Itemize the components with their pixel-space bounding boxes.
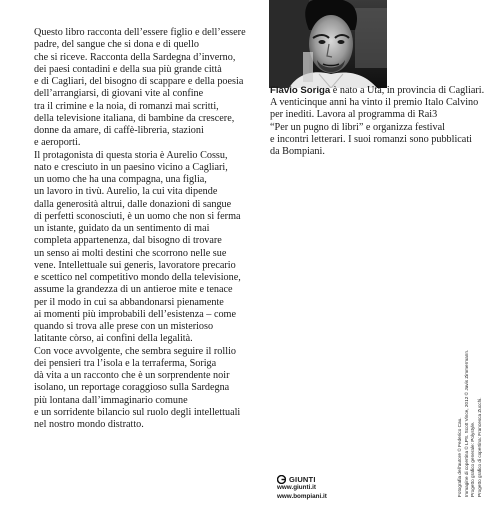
author-bio — [270, 85, 485, 158]
synopsis-line: di perfetti sconosciuti, è un uomo che non si ferma — [34, 210, 241, 222]
publisher-url[interactable]: www.bompiani.it — [277, 492, 327, 500]
synopsis-line: un lavoro in tivù. Aurelio, la cui vita dipende — [34, 186, 218, 198]
synopsis-line: e di Cagliari, del bisogno di scappare e della poesia — [34, 76, 244, 87]
synopsis-line: padre, del sangue che si dona e di quello — [34, 39, 199, 51]
credit-line: Progetto grafico di copertina: Francesca Zucchi. — [476, 397, 482, 497]
synopsis-line: e scettico nel competitivo mondo della televisione, — [34, 272, 241, 283]
bio-line: da Bompiani. — [270, 146, 325, 158]
synopsis-line: per il modo in cui sa abbandonarsi pienamente — [34, 296, 224, 308]
credit-line: Fotografia dell’autore © Federico Cau. — [457, 417, 462, 497]
synopsis-line: e aeroporti. — [34, 137, 81, 149]
bio-line: A venticinque anni ha vinto il premio Italo Calvino — [270, 97, 479, 109]
synopsis-line: tra il crimine e la noia, di romanzi mai scritti, — [34, 100, 219, 112]
bio-line: è nato a Uta, in provincia di Cagliari. — [330, 85, 485, 96]
author-name: Flavio Soriga — [270, 85, 331, 96]
synopsis-line: donne da amare, di caffè-libreria, stazioni — [34, 125, 204, 136]
synopsis-line: isolano, un reportage coraggioso sulla Sardegna — [34, 382, 230, 394]
synopsis-line: latitante còrso, ai confini della legalità. — [34, 333, 193, 345]
synopsis-line: dà vita a un racconto che è un sorprendente noir — [34, 370, 230, 381]
publisher-block — [277, 475, 327, 501]
synopsis-line: Il protagonista di questa storia è Aurelio Cossu, — [34, 149, 228, 161]
synopsis-line: dell’arrangiarsi, di giovani vite al confine — [34, 88, 204, 100]
bio-line: “Per un pugno di libri” e organizza festival — [270, 121, 445, 133]
synopsis-text — [34, 27, 274, 431]
publisher-logo — [277, 475, 327, 484]
synopsis-line: quando si trova alle prese con un misterioso — [34, 321, 214, 332]
synopsis-line: Questo libro racconta dell’essere figlio e dell’essere — [34, 27, 246, 38]
synopsis-line: Con voce avvolgente, che sembra seguire il rollio — [34, 345, 236, 357]
author-photo — [269, 0, 387, 88]
synopsis-line: un senso ai molti destini che scorrono nelle sue — [34, 247, 227, 259]
synopsis-line: nel nostro mondo distratto. — [34, 419, 144, 430]
credit-line: Immagine di copertina © LPS. Scott Vince, 2012 © Javis Zimmermann. — [463, 349, 469, 497]
giunti-logo-icon — [277, 475, 286, 484]
synopsis-line: un uomo che ha una compagna, una figlia, — [34, 174, 207, 185]
publisher-url[interactable]: www.giunti.it — [277, 484, 316, 491]
synopsis-line: nato e cresciuto in un paesino vicino a Cagliari, — [34, 161, 228, 173]
synopsis-line: della televisione italiana, di bambine da crescere, — [34, 112, 235, 124]
bio-line: per inediti. Lavora al programma di Rai3 — [270, 109, 438, 121]
synopsis-line: dei pensieri tra l’isola e la terraferma, Soriga — [34, 357, 217, 369]
publisher-logo-text: GIUNTI — [289, 475, 316, 484]
credit-line: Progetto grafico generale: Polystyle. — [470, 421, 476, 497]
synopsis-line: assume la grandezza di un antieroe mite e tenace — [34, 284, 233, 296]
synopsis-line: che si riceve. Racconta della Sardegna d’inverno, — [34, 51, 236, 63]
synopsis-line: ai momenti più improbabili dell’esistenza – come — [34, 308, 236, 320]
synopsis-line: un istante, guidato da un sentimento di mai — [34, 223, 210, 234]
author-portrait-image — [269, 0, 387, 88]
synopsis-line: più lontana dall’immaginario comune — [34, 394, 188, 406]
synopsis-line: completa appartenenza, dal bisogno di trovare — [34, 235, 222, 247]
synopsis-line: dei paesi contadini e della sua più grande città — [34, 63, 222, 75]
synopsis-line: e un sorridente bilancio sul ruolo degli intellettuali — [34, 406, 241, 418]
synopsis-line: dalla generosità altrui, dalle donazioni di sangue — [34, 198, 232, 210]
bio-line: e incontri letterari. I suoi romanzi sono pubblicati — [270, 133, 472, 145]
synopsis-line: vene. Intellettuale sui generis, lavoratore precario — [34, 259, 236, 271]
